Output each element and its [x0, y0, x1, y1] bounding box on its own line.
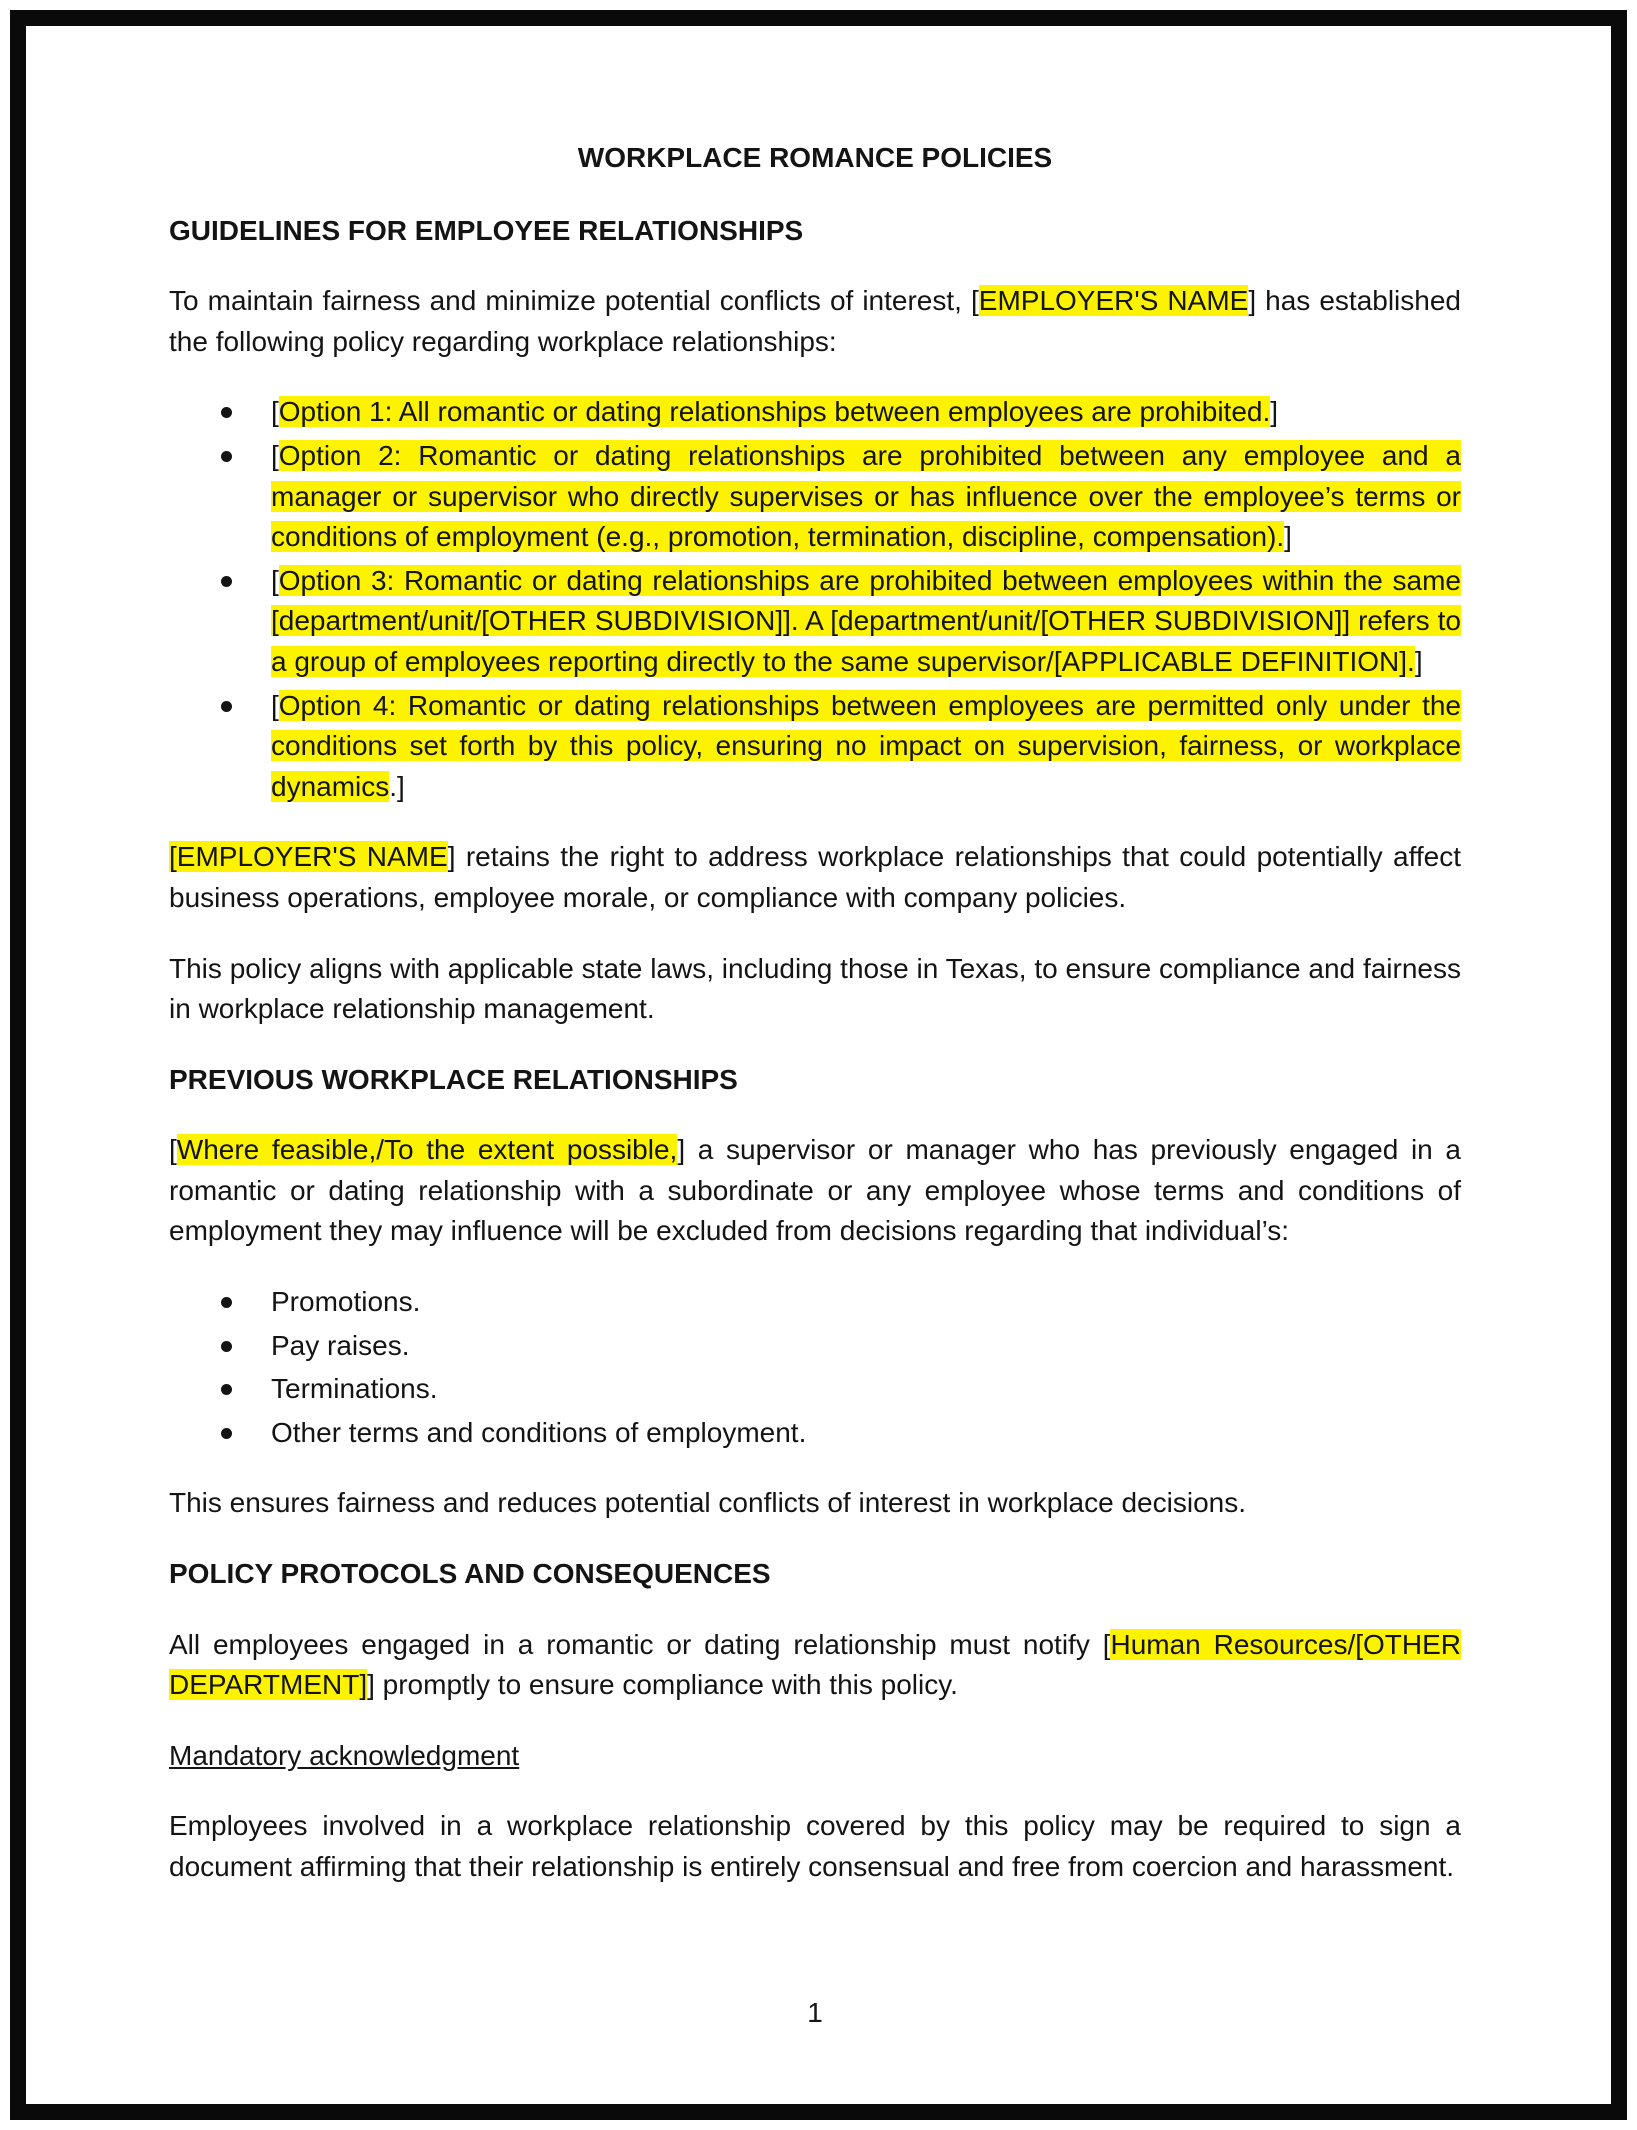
paragraph	[169, 1130, 1461, 1252]
page-footer	[169, 1973, 1461, 2034]
text-run: This policy aligns with applicable state laws, including those in Texas, to ensure compliance and fairness in workplace relationship management.	[169, 952, 1461, 1025]
bullet-item	[169, 1369, 1461, 1410]
highlighted-placeholder: Human Resources/[OTHER DEPARTMENT]	[169, 1628, 1461, 1701]
text-run: ]	[1270, 396, 1279, 428]
text-run: Other terms and conditions of employment.	[271, 1416, 807, 1448]
text-run: ] a supervisor or manager who has previously engaged in a romantic or dating relationship with a subordinate or any employee whose terms and conditions of employment they may influence will be excluded from decisions regarding that individual’s:	[169, 1134, 1461, 1247]
subsection-heading: Mandatory acknowledgment	[169, 1739, 520, 1771]
highlighted-placeholder: Where feasible,/To the extent possible,	[176, 1134, 678, 1166]
section-heading: POLICY PROTOCOLS AND CONSEQUENCES	[169, 1558, 771, 1590]
paragraph	[169, 949, 1461, 1030]
document-title: WORKPLACE ROMANCE POLICIES	[577, 142, 1053, 173]
text-run: Employees involved in a workplace relationship covered by this policy may be required to sign a document affirming that their relationship is entirely consensual and free from coercion and harassment.	[169, 1810, 1461, 1882]
paragraph	[169, 1806, 1461, 1887]
text-run: [	[271, 564, 279, 596]
paragraph	[169, 837, 1461, 918]
text-run: ] has established the following policy regarding workplace relationships:	[169, 285, 1461, 357]
section-heading: PREVIOUS WORKPLACE RELATIONSHIPS	[169, 1063, 738, 1095]
text-run: Promotions.	[271, 1286, 421, 1318]
highlighted-placeholder: Option 1: All romantic or dating relationships between employees are prohibited.	[278, 396, 1271, 428]
highlighted-placeholder: [EMPLOYER'S NAME	[169, 841, 448, 873]
bullet-item	[169, 686, 1461, 808]
paragraph	[169, 1483, 1461, 1524]
text-run: To maintain fairness and minimize potential conflicts of interest, [	[169, 285, 979, 317]
text-run: .]	[389, 770, 405, 802]
text-run: ]	[1414, 645, 1423, 677]
text-run: ] retains the right to address workplace relationships that could potentially affect business operations, employee morale, or compliance with company policies.	[169, 841, 1462, 913]
document-content	[169, 138, 1461, 1918]
highlighted-placeholder: Option 4: Romantic or dating relationships between employees are permitted only under the conditions set forth by this policy, ensuring no impact on supervision, fairness, or workplace dynamics	[271, 689, 1461, 802]
bullet-list	[169, 392, 1461, 807]
text-run: All employees engaged in a romantic or dating relationship must notify [	[169, 1628, 1111, 1660]
highlighted-placeholder: EMPLOYER'S NAME	[978, 285, 1249, 317]
text-run: ]	[1284, 521, 1292, 553]
text-run: ] promptly to ensure compliance with this policy.	[367, 1669, 958, 1701]
text-run: Terminations.	[271, 1373, 438, 1405]
text-run: [	[271, 439, 279, 471]
document-page	[10, 10, 1627, 2120]
bullet-item	[169, 1326, 1461, 1367]
paragraph	[169, 281, 1461, 362]
bullet-item	[169, 436, 1461, 558]
highlighted-placeholder: Option 2: Romantic or dating relationships are prohibited between any employee and a manager or supervisor who directly supervises or has influence over the employee’s terms or conditions of employment (e.g., promotion, termination, discipline, compensation).	[271, 439, 1461, 553]
bullet-list	[169, 1282, 1461, 1453]
bullet-item	[169, 561, 1461, 683]
bullet-item	[169, 1282, 1461, 1323]
bullet-item	[169, 1413, 1461, 1454]
text-run: [	[271, 396, 279, 428]
page-number: 1	[807, 1997, 823, 2029]
paragraph	[169, 1625, 1461, 1706]
highlighted-placeholder: Option 3: Romantic or dating relationships are prohibited between employees within the same [department/unit/[OTHER SUBDIVISION]]. A [department/unit/[OTHER SUBDIVISION]] refers to a group of employees reporting directly to the same supervisor/[APPLICABLE DEFINITION].	[271, 564, 1461, 677]
text-run: [	[169, 1134, 177, 1166]
text-run: Pay raises.	[271, 1329, 410, 1361]
bullet-item	[169, 392, 1461, 433]
section-heading: GUIDELINES FOR EMPLOYEE RELATIONSHIPS	[169, 214, 804, 246]
text-run: This ensures fairness and reduces potential conflicts of interest in workplace decisions.	[169, 1487, 1246, 1519]
text-run: [	[271, 689, 279, 721]
